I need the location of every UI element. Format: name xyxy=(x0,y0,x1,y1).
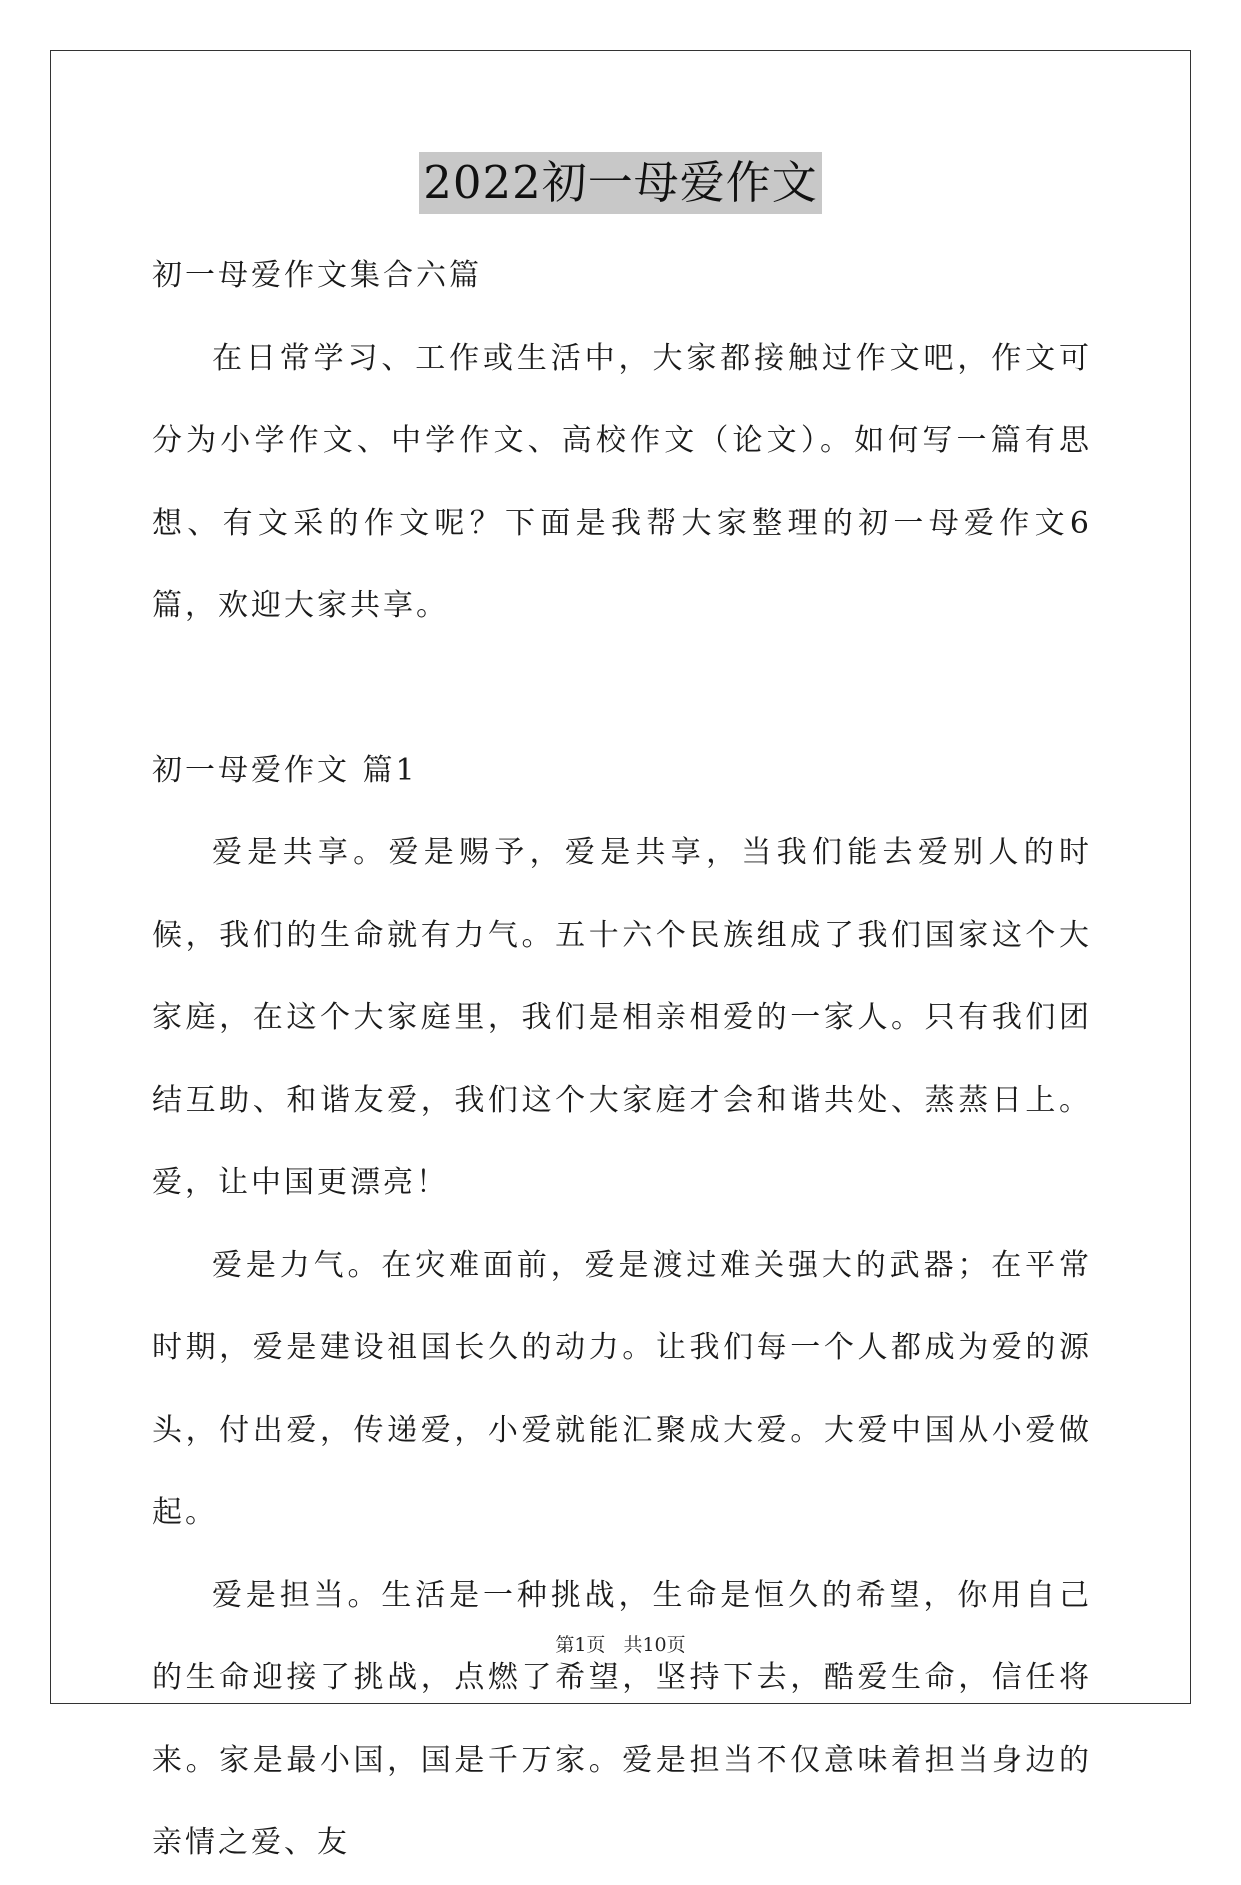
page-number: 第1页 xyxy=(555,1634,606,1656)
section-spacer xyxy=(152,648,1092,730)
title-container xyxy=(0,152,1241,214)
intro-paragraph: 在日常学习、工作或生活中，大家都接触过作文吧，作文可分为小学作文、中学作文、高校作文（论文）。如何写一篇有思想、有文采的作文呢？下面是我帮大家整理的初一母爱作文6篇，欢迎大家共享。 xyxy=(152,340,1092,623)
page-footer xyxy=(0,1630,1241,1657)
body-paragraph: 爱是力气。在灾难面前，爱是渡过难关强大的武器；在平常时期，爱是建设祖国长久的动力。让我们每一个人都成为爱的源头，付出爱，传递爱，小爱就能汇聚成大爱。大爱中国从小爱做起。 xyxy=(152,1247,1092,1530)
body-paragraph: 爱是担当。生活是一种挑战，生命是恒久的希望，你用自己的生命迎接了挑战，点燃了希望，坚持下去，酷爱生命，信任将来。家是最小国，国是千万家。爱是担当不仅意味着担当身边的亲情之爱、友 xyxy=(152,1577,1092,1860)
body-paragraph: 爱是共享。爱是赐予，爱是共享，当我们能去爱别人的时候，我们的生命就有力气。五十六个民族组成了我们国家这个大家庭，在这个大家庭里，我们是相亲相爱的一家人。只有我们团结互助、和谐友爱，我们这个大家庭才会和谐共处、蒸蒸日上。爱，让中国更漂亮！ xyxy=(152,835,1092,1200)
document-title: 2022初一母爱作文 xyxy=(419,152,822,214)
page-total: 共10页 xyxy=(623,1634,686,1656)
section-heading: 初一母爱作文 篇1 xyxy=(152,752,418,788)
subtitle: 初一母爱作文集合六篇 xyxy=(152,258,482,293)
